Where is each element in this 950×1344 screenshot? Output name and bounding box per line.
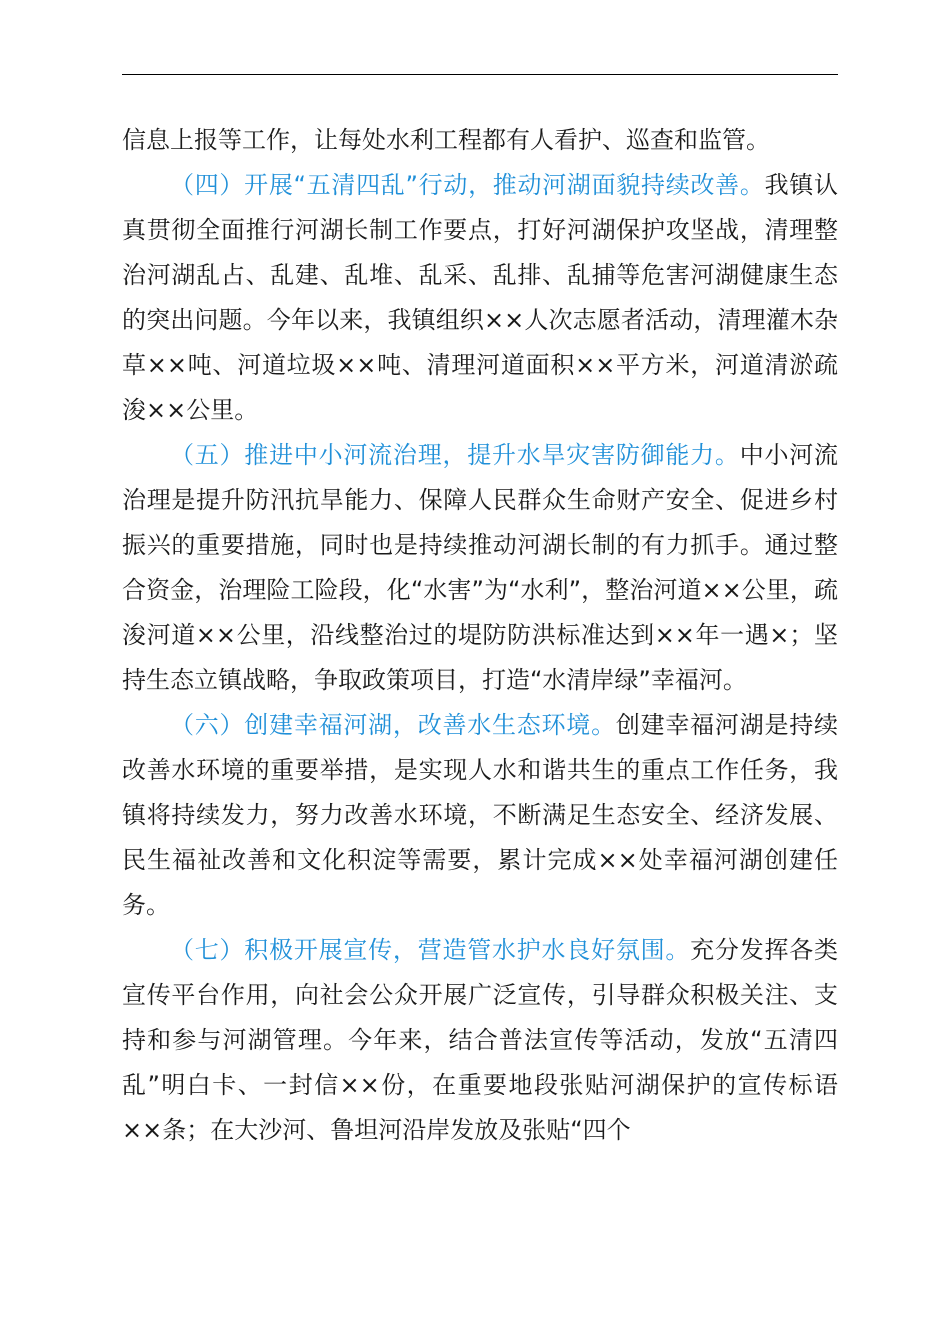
paragraph-continuation <box>122 118 838 163</box>
paragraph-heading: （五）推进中小河流治理，提升水旱灾害防御能力。 <box>170 441 740 469</box>
paragraph-body: 创建幸福河湖是持续改善水环境的重要举措，是实现人水和谐共生的重点工作任务，我镇将持续发力，努力改善水环境，不断满足生态安全、经济发展、民生福祉改善和文化积淀等需要，累计完成××处幸福河湖创建任务。 <box>122 711 839 919</box>
paragraph-section-4 <box>122 163 838 433</box>
paragraph-body: 中小河流治理是提升防汛抗旱能力、保障人民群众生命财产安全、促进乡村振兴的重要措施，同时也是持续推动河湖长制的有力抓手。通过整合资金，治理险工险段，化“水害”为“水利”，整治河道××公里，疏浚河道××公里，沿线整治过的堤防防洪标准达到××年一遇×；坚持生态立镇战略，争取政策项目，打造“水清岸绿”幸福河。 <box>122 441 839 694</box>
paragraph-section-5 <box>122 433 838 703</box>
paragraph-heading: （七）积极开展宣传，营造管水护水良好氛围。 <box>170 936 691 964</box>
paragraph-body: 信息上报等工作，让每处水利工程都有人看护、巡查和监管。 <box>122 126 770 154</box>
paragraph-body: 我镇认真贯彻全面推行河湖长制工作要点，打好河湖保护攻坚战，清理整治河湖乱占、乱建、乱堆、乱采、乱排、乱捕等危害河湖健康生态的突出问题。今年以来，我镇组织××人次志愿者活动，清理灌木杂草××吨、河道垃圾××吨、清理河道面积××平方米，河道清淤疏浚××公里。 <box>122 171 838 424</box>
header-rule <box>122 74 838 75</box>
paragraph-section-6 <box>122 703 838 928</box>
paragraph-body: 充分发挥各类宣传平台作用，向社会公众开展广泛宣传，引导群众积极关注、支持和参与河湖管理。今年来，结合普法宣传等活动，发放“五清四乱”明白卡、一封信××份，在重要地段张贴河湖保护的宣传标语××条；在大沙河、鲁坦河沿岸发放及张贴“四个 <box>122 936 839 1144</box>
paragraph-heading: （四）开展“五清四乱”行动，推动河湖面貌持续改善。 <box>170 171 765 199</box>
paragraph-heading: （六）创建幸福河湖，改善水生态环境。 <box>170 711 616 739</box>
paragraph-section-7 <box>122 928 838 1153</box>
document-body <box>122 118 838 1153</box>
